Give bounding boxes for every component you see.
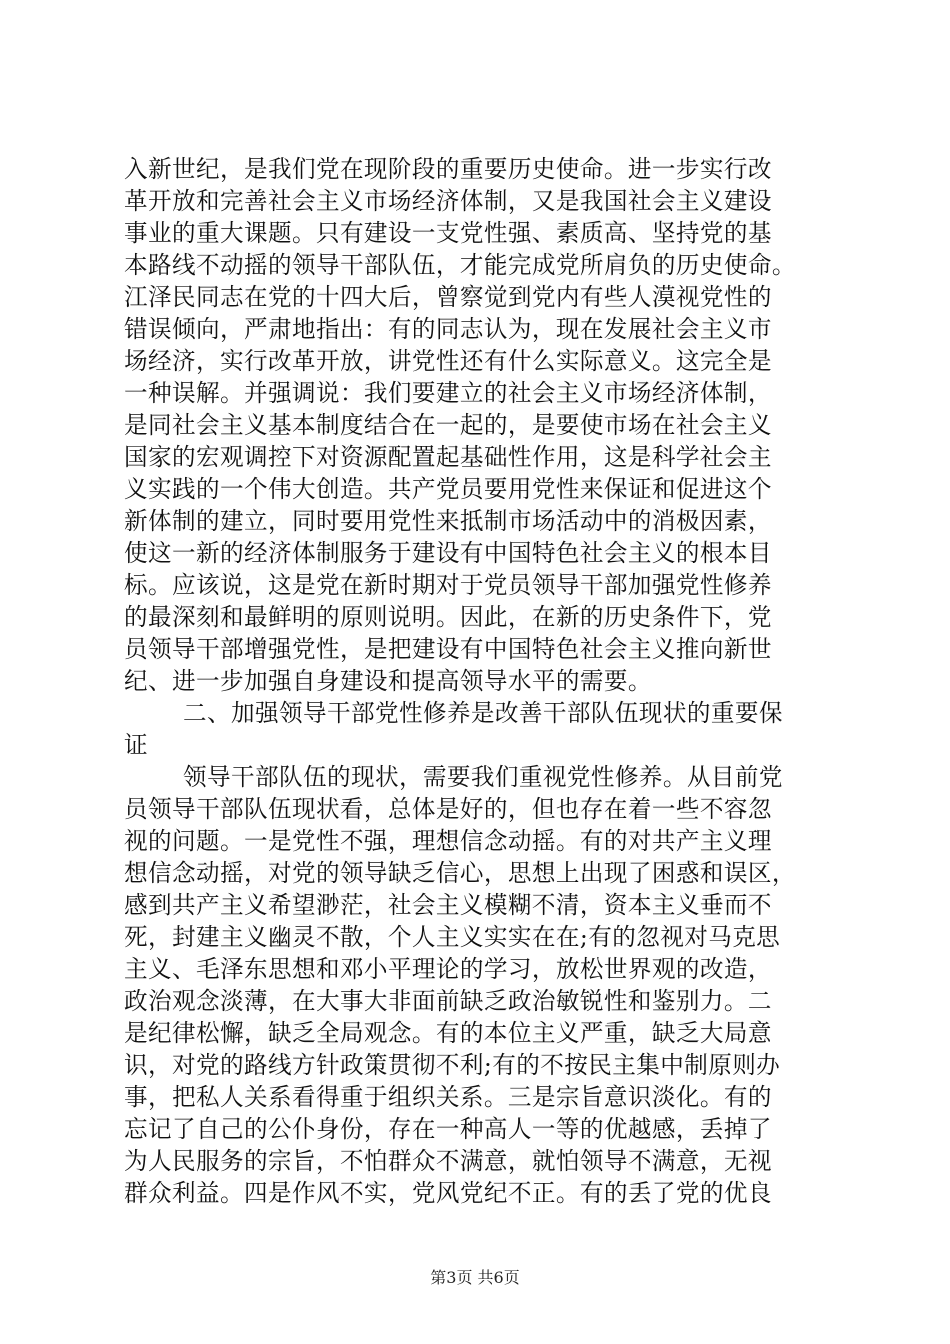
text-line: 场经济，实行改革开放，讲党性还有什么实际意义。这完全是 [124,347,772,375]
text-line: 想信念动摇，对党的领导缺乏信心，思想上出现了困惑和误区， [124,859,796,887]
text-line: 入新世纪，是我们党在现阶段的重要历史使命。进一步实行改 [124,155,772,183]
text-line: 死，封建主义幽灵不散，个人主义实实在在;有的忽视对马克思 [124,923,781,951]
text-line: 视的问题。一是党性不强，理想信念动摇。有的对共产主义理 [124,827,772,855]
text-line: 事，把私人关系看得重于组织关系。三是宗旨意识淡化。有的 [124,1083,772,1111]
page-footer [0,1268,950,1288]
text-line: 主义、毛泽东思想和邓小平理论的学习，放松世界观的改造， [124,955,772,983]
text-line: 忘记了自己的公仆身份，存在一种高人一等的优越感，丢掉了 [124,1115,772,1143]
paragraph [124,761,836,1209]
text-line: 员领导干部增强党性，是把建设有中国特色社会主义推向新世 [124,635,772,663]
text-line: 领导干部队伍的现状，需要我们重视党性修养。从目前党 [183,763,783,791]
section-heading [124,697,836,761]
text-line: 是纪律松懈，缺乏全局观念。有的本位主义严重，缺乏大局意 [124,1019,772,1047]
text-line: 识，对党的路线方针政策贯彻不利;有的不按民主集中制原则办 [124,1051,781,1079]
text-line: 感到共产主义希望渺茫，社会主义模糊不清，资本主义垂而不 [124,891,772,919]
text-line: 的最深刻和最鲜明的原则说明。因此，在新的历史条件下，党 [124,603,772,631]
text-line: 义实践的一个伟大创造。共产党员要用党性来保证和促进这个 [124,475,772,503]
paragraph-continued [124,153,836,697]
text-line: 革开放和完善社会主义市场经济体制，又是我国社会主义建设 [124,187,772,215]
page-number: 第3页 共6页 [430,1268,520,1287]
text-line: 使这一新的经济体制服务于建设有中国特色社会主义的根本目 [124,539,772,567]
text-line: 一种误解。并强调说：我们要建立的社会主义市场经济体制， [124,379,772,407]
text-line: 纪、进一步加强自身建设和提高领导水平的需要。 [124,667,652,695]
text-line: 政治观念淡薄，在大事大非面前缺乏政治敏锐性和鉴别力。二 [124,987,772,1015]
text-line: 事业的重大课题。只有建设一支党性强、素质高、坚持党的基 [124,219,772,247]
text-line: 错误倾向，严肃地指出：有的同志认为，现在发展社会主义市 [124,315,772,343]
document-body [124,153,836,1209]
text-line: 国家的宏观调控下对资源配置起基础性作用，这是科学社会主 [124,443,772,471]
text-line: 员领导干部队伍现状看，总体是好的，但也存在着一些不容忽 [124,795,772,823]
text-line: 群众利益。四是作风不实，党风党纪不正。有的丢了党的优良 [124,1179,772,1207]
text-line: 为人民服务的宗旨，不怕群众不满意，就怕领导不满意，无视 [124,1147,772,1175]
text-line: 是同社会主义基本制度结合在一起的，是要使市场在社会主义 [124,411,772,439]
heading-line: 二、加强领导干部党性修养是改善干部队伍现状的重要保 [183,699,783,727]
text-line: 标。应该说，这是党在新时期对于党员领导干部加强党性修养 [124,571,772,599]
text-line: 江泽民同志在党的十四大后，曾察觉到党内有些人漠视党性的 [124,283,772,311]
text-line: 本路线不动摇的领导干部队伍，才能完成党所肩负的历史使命。 [124,251,796,279]
text-line: 新体制的建立，同时要用党性来抵制市场活动中的消极因素， [124,507,772,535]
heading-line: 证 [124,731,148,759]
